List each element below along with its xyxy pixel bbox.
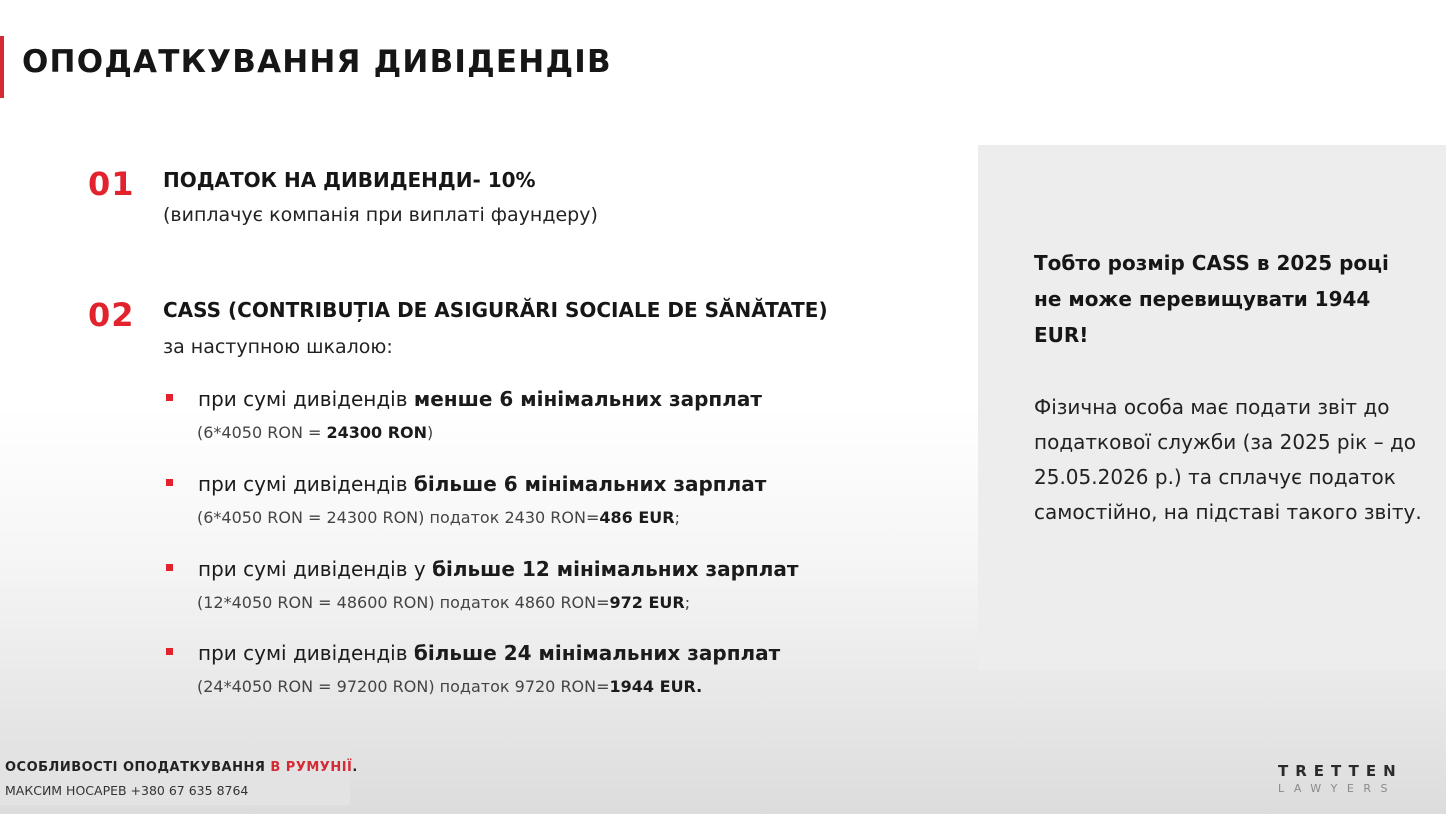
cass-limit-highlight: Тобто розмір CASS в 2025 році не може перевищувати 1944 EUR! [1034,251,1389,347]
bullet-condition: при сумі дивідендів більше 24 мінімальних зарплат [198,641,781,665]
summary-panel [978,145,1446,670]
section-number-01: 01 [88,165,135,203]
bullet-marker [166,564,173,571]
section-number-02: 02 [88,296,135,334]
bullet-condition: при сумі дивідендів у більше 12 мінімальних зарплат [198,557,799,581]
logo-name: TRETTEN [1278,762,1403,780]
section-subtitle-dividend-tax: (виплачує компанія при виплаті фаундеру) [163,204,598,226]
section-heading-dividend-tax: ПОДАТОК НА ДИВИДЕНДИ- 10% [163,168,536,192]
bullet-condition: при сумі дивідендів більше 6 мінімальних зарплат [198,472,767,496]
page-title: ОПОДАТКУВАННЯ ДИВІДЕНДІВ [22,44,612,80]
bullet-calculation: (6*4050 RON = 24300 RON) податок 2430 RON=486 EUR; [197,508,680,527]
footer-topic: ОСОБЛИВОСТІ ОПОДАТКУВАННЯ В РУМУНІЇ. [5,760,358,775]
logo-tagline: LAWYERS [1278,782,1397,795]
bullet-calculation: (6*4050 RON = 24300 RON) [197,423,434,442]
section-subtitle-cass: за наступною шкалою: [163,336,393,358]
title-accent-bar [0,36,4,98]
footer-contact: МАКСИМ НОСАРЕВ +380 67 635 8764 [5,783,249,798]
bullet-calculation: (24*4050 RON = 97200 RON) податок 9720 RON=1944 EUR. [197,677,703,696]
bullet-marker [166,394,173,401]
tretten-logo [1278,762,1418,795]
bullet-calculation: (12*4050 RON = 48600 RON) податок 4860 RON=972 EUR; [197,593,691,612]
bullet-marker [166,479,173,486]
section-heading-cass: CASS (CONTRIBUȚIA DE ASIGURĂRI SOCIALE DE SĂNĂTATE) [163,298,828,322]
footer-caption [0,748,358,805]
bullet-marker [166,648,173,655]
bullet-condition: при сумі дивідендів менше 6 мінімальних зарплат [198,387,762,411]
reporting-note: Фізична особа має подати звіт до податкової служби (за 2025 рік – до 25.05.2026 р.) та сплачує податок самостійно, на підставі такого звіту. [1034,395,1422,524]
